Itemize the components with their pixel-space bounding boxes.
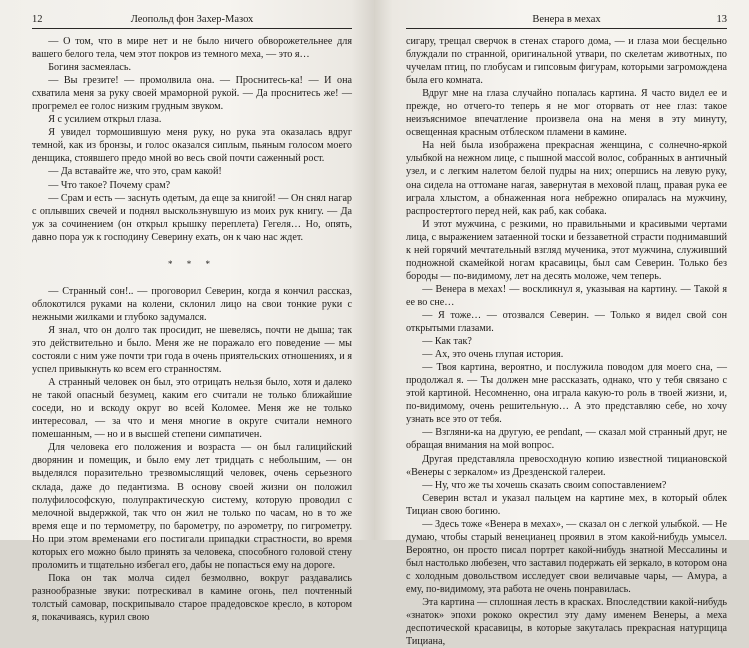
paragraph: Другая представляла превосходную копию известной тициановской «Венеры с зеркалом» из Дрезденской галереи. bbox=[406, 453, 727, 478]
paragraph: Я увидел тормошившую меня руку, но рука эта оказалась вдруг темной, как из бронзы, и голос оказался сиплым, пьяным голосом моего денщика, стоявшего предо мной во весь свой почти саженный рост. bbox=[32, 127, 352, 165]
paragraph: — Как так? bbox=[422, 336, 472, 348]
paragraph: — О том, что в мире нет и не было ничего обворожетельнее для вашего белого тела, чем этот покров из темного меха, — это я… bbox=[32, 36, 352, 61]
page-number: 12 bbox=[32, 14, 43, 25]
paragraph: — Ну, что же ты хочешь сказать своим сопоставлением? bbox=[422, 479, 667, 491]
paragraph: — Что такое? Почему срам? bbox=[48, 179, 171, 191]
left-page bbox=[0, 0, 374, 623]
paragraph: А странный человек он был, это отрицать нельзя было, хотя и далеко не такой опасный безумец, каким его считали не только ближайшие соседи, но и вскоду округ во всей Коломее. Меня же не только интересовал, — за что и меня многие в округе считали немного помешанным, — но и в высшей степени симпатичен. bbox=[32, 377, 352, 441]
paragraph: Вдруг мне на глаза случайно попалась картина. Я часто видел ее и прежде, но отчего-то теперь я не мог оторвать от нее глаз: такое неизъяснимое впечатление произвела она на меня в эту минуту, освещенная красным отблеском пламени в камине. bbox=[406, 88, 727, 139]
left-page-text bbox=[32, 35, 352, 624]
paragraph: Для человека его положения и возраста — он был галицийский дворянин и помещик, и было ему лет тридцать с небольшим, — он выделялся поразительно трезвомыслящий человек, очень серьезного склада, даже до педантизма. В основу своей жизни он положил полуфилософскую, полупрактическую систему, которую проводил с мелочной выдержкой, так что он жил не только по часам, но в то же время еще и по термометру, по барометру, по аэрометру, по гигрометру. Но при этом временами его постигали припадки страстности, во время которых его можно было принять за человека, способного головой стену проломить и тщательно избегал его, дабы не попасться ему на дороге. bbox=[32, 442, 352, 571]
paragraph: — Вы грезите! — промолвила она. — Проснитесь-ка! — И она схватила меня за руку своей мраморной рукой. — Да проснитесь же! — прогремел ее голос низким грудным звуком. bbox=[32, 75, 352, 113]
paragraph: сигару, трещал сверчок в стенах старого дома, — и глаза мои бесцельно блуждали по странной, оригинальной утвари, по скелетам животных, по чучелам птиц, по глобусам и гипсовым фигурам, которыми загромождена была его комната. bbox=[406, 36, 727, 87]
paragraph: — Странный сон!.. — проговорил Северин, когда я кончил рассказ, облокотился руками на колени, склонил лицо на свои тонкие руки с нежными жилками и глубоко задумался. bbox=[32, 285, 352, 323]
paragraph: Северин встал и указал пальцем на картине мех, в который облек Тициан свою богиню. bbox=[406, 492, 727, 517]
paragraph: Богиня засмеялась. bbox=[48, 62, 132, 74]
paragraph: Я знал, что он долго так просидит, не шевелясь, почти не дыша; так это действительно и было. Меня же не поражало его поведение — мы состояли с ним уже почти три года в очень приятельских отношениях, и я успел привыкнуть ко всем его странностям. bbox=[32, 324, 352, 376]
left-page-header bbox=[32, 0, 352, 29]
paragraph: Пока он так молча сидел безмолвно, вокруг раздавались разнообразные звуки: потрескивал в камине огонь, пел почтенный толстый самовар, поскрипывало старое прадедовское кресло, в котором я, покачиваясь, курил свою bbox=[32, 572, 352, 623]
paragraph: На ней была изображена прекрасная женщина, с солнечно-яркой улыбкой на нежном лице, с пышной массой волос, собранных в античный узел, и с легким налетом белой пудры на них; опершись на левую руку, она сидела на оттомане нагая, завернутая в меховой плащ, правая рука ее играла хлыстом, а обнаженная нога небрежно опиралась на мужчину, распростертого перед ней, как раб, как собака. bbox=[406, 140, 727, 217]
paragraph: Я с усилием открыл глаза. bbox=[48, 114, 162, 126]
right-page-text bbox=[406, 35, 727, 648]
section-break: * * * bbox=[168, 258, 216, 269]
page-number: 13 bbox=[716, 14, 727, 25]
paragraph: — Ах, это очень глупая история. bbox=[422, 349, 564, 361]
paragraph: И этот мужчина, с резкими, но правильными и красивыми чертами лица, с выражением затаенной тоски и беззаветной страсти поднимавший к ней горячий мечтательный взгляд мученика, этот мужчина, служивший подножной скамейкой ногам красавицы, был сам Северин. Только без бороды — по-видимому, лет на десять моложе, чем теперь. bbox=[406, 218, 727, 282]
paragraph: — Венера в мехах! — воскликнул я, указывая на картину. — Такой я ее во сне… bbox=[406, 283, 727, 308]
running-head: Венера в мехах bbox=[532, 14, 601, 25]
paragraph: — Здесь тоже «Венера в мехах», — сказал он с легкой улыбкой. — Не думаю, чтобы старый венецианец проявил в этом какой-нибудь умысел. Вероятно, он просто писал портрет какой-нибудь знатной Мессалины и был настолько любезен, что заставил подержать ей зеркало, в котором она с холодным довольством исследует свои величавые чары, — Амура, а ему, по-видимому, эта работа не очень понравилась. bbox=[406, 518, 727, 595]
right-page bbox=[374, 0, 749, 648]
running-head: Леопольд фон Захер-Мазох bbox=[130, 14, 254, 25]
paragraph: Эта картина — сплошная лесть в красках. Впоследствии какой-нибудь «знаток» эпохи рококо окрестил эту даму именем Венеры, а меха деспотической красавицы, в которые закуталась прекрасная натурщица Тициана, bbox=[406, 597, 728, 648]
paragraph: — Твоя картина, вероятно, и послужила поводом для моего сна, — продолжал я. — Ты должен мне рассказать, однако, что у тебя связано с этой картиной. Несомненно, она играла какую-то роль в твоей жизни, и, по-видимому, очень решительную… А это представляю себе, но хочу узнать все это от тебя. bbox=[406, 362, 727, 426]
paragraph: — Я тоже… — отозвался Северин. — Только я видел свой сон открытыми глазами. bbox=[406, 309, 727, 335]
right-page-header bbox=[406, 0, 727, 29]
paragraph: — Взгляни-ка на другую, ее pendant, — сказал мой странный друг, не обращая внимания на мой вопрос. bbox=[406, 427, 727, 452]
paragraph: — Срам и есть — заснуть одетым, да еще за книгой! — Он снял нагар с оплывших свечей и поднял выскользнувшую из моих рук книгу. — Да уж за сочинением (он открыл крышку переплета) Гегеля… Но, опять, давно пора уж к господину Северину ехать, он к чаю нас ждет. bbox=[32, 192, 352, 243]
paragraph: — Да вставайте же, что это, срам какой! bbox=[48, 166, 222, 178]
